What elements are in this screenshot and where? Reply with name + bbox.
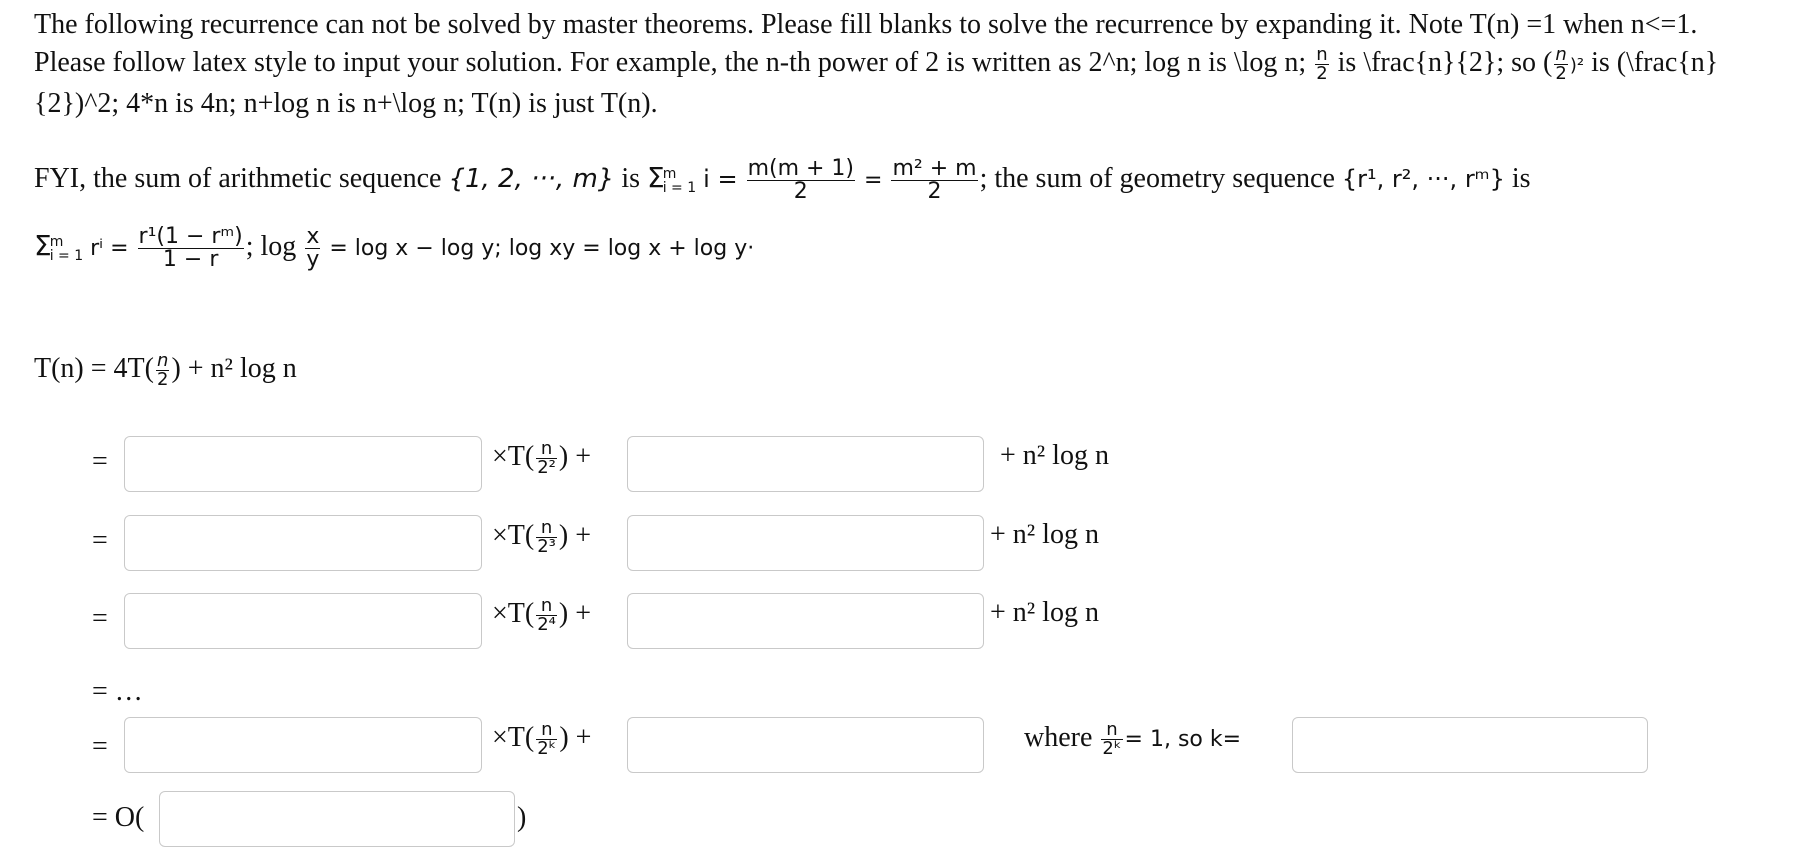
- step-2-coefficient-input[interactable]: [124, 515, 482, 571]
- geo-lead: ; the sum of geometry sequence: [979, 162, 1335, 194]
- step-3-times: ×T(: [492, 597, 535, 629]
- step-3-tail: + n² log n: [990, 597, 1099, 628]
- final-step-frac: $\frac{n}{\text{2ᵏ}}$: [537, 719, 557, 759]
- arith-term: i =: [703, 164, 738, 193]
- recurrence-lhs: T(n) = 4T(: [34, 352, 154, 384]
- step-1-times: ×T(: [492, 440, 535, 472]
- sigma-icon: Σ: [647, 160, 665, 194]
- geo-frac: $\frac{\text{r¹(1 − rᵐ)}}{1 - r}$: [138, 224, 243, 272]
- fyi-line-1: [34, 158, 1531, 203]
- final-step-sum-input[interactable]: [627, 717, 984, 773]
- arith-frac-2: $\frac{\text{m² + m}}{2}$: [892, 156, 977, 204]
- k-value-input[interactable]: [1292, 717, 1648, 773]
- instructions-paragraph: [34, 6, 1774, 123]
- geo-term: rⁱ =: [90, 235, 129, 261]
- step-3-equals: =: [92, 603, 108, 634]
- step-2-times: ×T(: [492, 519, 535, 551]
- is-square-text: is (\frac{n}{2})^2; 4*n is 4n; n+log n is n+\log n; T(n) is just T(n).: [34, 47, 1719, 119]
- fyi-lead: FYI, the sum of arithmetic sequence: [34, 162, 442, 194]
- sum-upper-2: m: [49, 233, 64, 250]
- where-clause: [1024, 721, 1241, 758]
- step-3-sum-input[interactable]: [627, 593, 984, 649]
- frac-n-over-2-squared: $\frac{n}{2}$: [1555, 44, 1567, 85]
- big-o-open: = O(: [92, 802, 145, 833]
- step-1-coefficient-input[interactable]: [124, 436, 482, 492]
- ellipsis-row: = …: [92, 676, 143, 707]
- log-rule-1-post: = log x − log y;: [329, 235, 502, 261]
- instructions-text: The following recurrence can not be solved by master theorems. Please fill blanks to solve the recurrence by expanding it. Note T(n) =1 when n<=1. Please follow latex style to input your solution. For example, the n-th power of 2 is written as 2^n; log n is \log n;: [34, 9, 1698, 78]
- equals-sign: =: [864, 167, 883, 193]
- step-1-plus: ) +: [558, 440, 592, 472]
- sigma-icon-2: Σ: [34, 228, 52, 262]
- frac-n-over-2: $\frac{n}{2}$: [1316, 44, 1328, 85]
- sum-lower-2: i = 1: [49, 247, 84, 264]
- final-step-times-T: [492, 721, 591, 758]
- where-equals: = 1, so k=: [1124, 726, 1242, 752]
- is-word: is: [621, 162, 641, 194]
- arith-sequence: {1, 2, ···, m}: [448, 163, 615, 194]
- geo-sequence: {r¹, r², ···, rᵐ}: [1341, 164, 1505, 193]
- sum-upper: m: [662, 165, 677, 182]
- step-2-tail: + n² log n: [990, 519, 1099, 550]
- recurrence-frac: $\frac{n}{2}$: [156, 350, 169, 390]
- step-2-equals: =: [92, 525, 108, 556]
- log-rule-1-pre: ; log: [245, 230, 297, 262]
- final-step-times: ×T(: [492, 721, 535, 753]
- where-frac: $\frac{n}{\text{2ᵏ}}$: [1102, 719, 1122, 759]
- is-frac-text: is \frac{n}{2}; so (: [1337, 47, 1553, 78]
- sum-limits-2: [50, 235, 83, 263]
- step-2-times-T: [492, 519, 591, 556]
- step-1-frac: $\frac{n}{\text{2²}}$: [537, 438, 556, 478]
- step-1-sum-input[interactable]: [627, 436, 984, 492]
- log-rule-2: log xy = log x + log y·: [508, 235, 755, 261]
- sum-limits: [663, 167, 696, 195]
- recurrence-rhs: ) + n² log n: [171, 352, 297, 384]
- final-step-plus: ) +: [559, 721, 592, 753]
- fyi-line-2: [34, 226, 754, 271]
- step-2-plus: ) +: [558, 519, 592, 551]
- big-o-close: ): [517, 802, 527, 833]
- big-o-input[interactable]: [159, 791, 515, 847]
- step-2-sum-input[interactable]: [627, 515, 984, 571]
- step-3-frac: $\frac{n}{\text{2⁴}}$: [537, 595, 556, 635]
- step-1-times-T: [492, 440, 591, 477]
- is-end-word: is: [1511, 162, 1531, 194]
- arith-frac-1: $\frac{m(m + 1)}{2}$: [747, 156, 855, 204]
- recurrence-line: [34, 352, 297, 389]
- step-3-coefficient-input[interactable]: [124, 593, 482, 649]
- step-3-times-T: [492, 597, 591, 634]
- step-2-frac: $\frac{n}{\text{2³}}$: [537, 517, 556, 557]
- sum-lower: i = 1: [662, 179, 697, 196]
- square-close: )²: [1569, 55, 1585, 76]
- where-word: where: [1024, 721, 1093, 753]
- final-step-equals: =: [92, 731, 108, 762]
- final-step-coefficient-input[interactable]: [124, 717, 482, 773]
- step-3-plus: ) +: [558, 597, 592, 629]
- log-x-over-y: $\frac{x}{y}$: [306, 224, 320, 272]
- step-1-tail: + n² log n: [1000, 440, 1109, 471]
- step-1-equals: =: [92, 446, 108, 477]
